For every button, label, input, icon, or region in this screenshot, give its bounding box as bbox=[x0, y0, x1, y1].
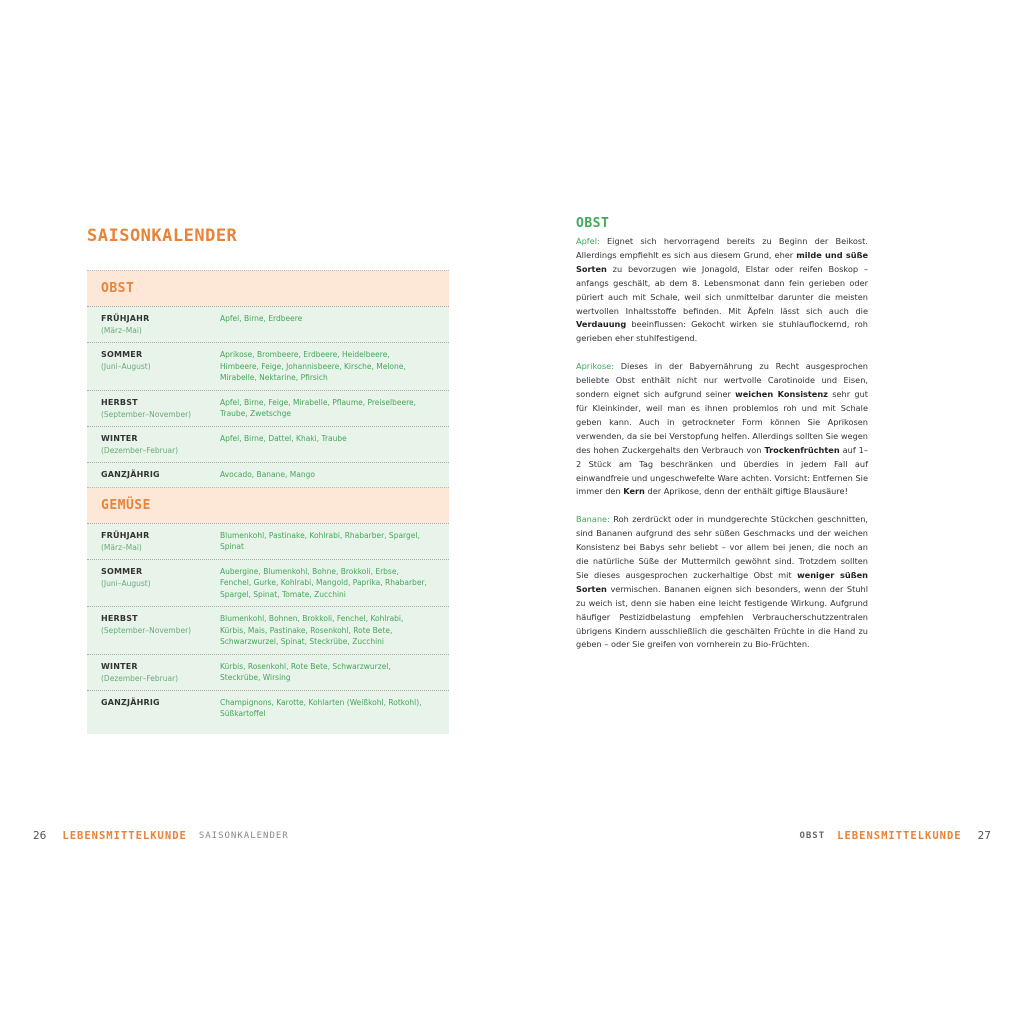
text-run: beeinflussen: Gekocht wirken sie stuhlauflockernd, roh gerieben eher stuhlfestigend. bbox=[576, 319, 868, 344]
bold-term: Kern bbox=[623, 486, 645, 497]
season-range: (Dezember–Februar) bbox=[101, 673, 179, 683]
season-items: Blumenkohl, Pastinake, Kohlrabi, Rhabarber, Spargel, Spinat bbox=[220, 530, 420, 551]
season-cell bbox=[101, 313, 220, 336]
footer-section-left: LEBENSMITTELKUNDE bbox=[62, 830, 187, 842]
text-run: Eignet sich hervorragend bereits zu Beginn der Beikost. Allerdings empfiehlt es sich aus diesem Grund, eher bbox=[576, 236, 868, 260]
calendar-row bbox=[87, 654, 449, 690]
season-cell bbox=[101, 566, 220, 601]
season-items: Champignons, Karotte, Kohlarten (Weißkohl, Rotkohl), Süßkartoffel bbox=[220, 697, 422, 718]
bold-term: milde und süße Sorten bbox=[576, 249, 869, 274]
season-items: Aubergine, Blumenkohl, Bohne, Brokkoli, Erbse, Fenchel, Gurke, Kohlrabi, Mangold, Paprika, Rhabarber, Spargel, Spinat, Tomate, Zucchini bbox=[220, 566, 427, 599]
season-items: Kürbis, Rosenkohl, Rote Bete, Schwarzwurzel, Steckrübe, Wirsing bbox=[220, 661, 391, 682]
right-footer bbox=[799, 830, 991, 842]
season-cell bbox=[101, 530, 220, 553]
season-calendar bbox=[87, 270, 449, 734]
season-name: SOMMER bbox=[101, 350, 143, 359]
obst-heading: OBST bbox=[576, 216, 610, 231]
right-page bbox=[512, 0, 1024, 1024]
season-cell bbox=[101, 613, 220, 648]
fruit-paragraph bbox=[576, 360, 868, 499]
season-items: Aprikose, Brombeere, Erdbeere, Heidelbeere, Himbeere, Feige, Johannisbeere, Kirsche, Melone, Mirabelle, Nektarine, Pfirsich bbox=[220, 350, 406, 382]
season-items: Apfel, Birne, Feige, Mirabelle, Pflaume, Preiselbeere, Traube, Zwetschge bbox=[220, 397, 417, 418]
season-name: WINTER bbox=[101, 661, 138, 671]
calendar-row bbox=[87, 426, 449, 462]
calendar-row bbox=[87, 306, 449, 342]
season-range: (März–Mai) bbox=[101, 542, 142, 552]
calendar-row bbox=[87, 462, 449, 487]
season-cell bbox=[101, 469, 220, 481]
season-items: Blumenkohl, Bohnen, Brokkoli, Fenchel, Kohlrabi, Kürbis, Mais, Pastinake, Rosenkohl, Rote Bete, Schwarzwurzel, Spinat, Steckrübe, Zucchini bbox=[220, 614, 404, 646]
fruit-descriptions bbox=[576, 235, 868, 652]
season-name: GANZJÄHRIG bbox=[101, 469, 160, 479]
text-run: Roh zerdrückt oder in mundgerechte Stückchen geschnitten, sind Bananen aufgrund des sehr süßen Geschmacks und der weichen Konsistenz bei Babys sehr beliebt – vor allem bei jenen, die noch an die natürliche Süße der Muttermilch gewöhnt sind. Trotzdem sollten Sie dieses ausgesprochen zuckerhaltige Obst mit bbox=[576, 514, 868, 580]
season-name: HERBST bbox=[101, 614, 138, 623]
text-run: sehr gut für Kleinkinder, weil man es ihnen problemlos roh und mit Schale geben kann. Auch in getrockneter Form können Sie Aprikosen verwenden, da sie bei Verstopfung helfen. Allerdings sollten Sie wegen des hohen Zuckergehalts den Verbrauch von bbox=[576, 389, 868, 455]
calendar-row bbox=[87, 390, 449, 426]
calendar-row bbox=[87, 606, 449, 654]
text-run: vermischen. Bananen eignen sich besonders, wenn der Stuhl zu weich ist, denn sie haben eine leicht festigende Wirkung. Aufgrund häufiger Pestizidbelastung empfehlen Verbraucherschutzzentralen übrigens Kindern ausschließlich die geschälten Früchte in die Hand zu geben – oder Sie greifen von vornherein zu Bio-Früchten. bbox=[576, 583, 868, 650]
fruit-name: Banane: bbox=[576, 514, 610, 525]
page-number-right: 27 bbox=[977, 830, 991, 842]
text-run: Dieses in der Babyernährung zu Recht ausgesprochen beliebte Obst enthält nicht nur wertvolle Carotinoide und Eisen, sondern eignet sich aufgrund seiner bbox=[576, 361, 868, 400]
calendar-end bbox=[87, 726, 449, 734]
fruit-paragraph bbox=[576, 513, 868, 652]
season-range: (Dezember–Februar) bbox=[101, 445, 179, 455]
bold-term: Trockenfrüchten bbox=[764, 444, 840, 455]
season-name: WINTER bbox=[101, 433, 138, 443]
season-name: FRÜHJAHR bbox=[101, 530, 150, 540]
season-items: Apfel, Birne, Dattel, Khaki, Traube bbox=[220, 433, 347, 443]
footer-section-right: OBST bbox=[799, 831, 826, 841]
bold-term: weichen Konsistenz bbox=[735, 389, 828, 400]
bold-term: Verdauung bbox=[576, 319, 627, 330]
calendar-row bbox=[87, 523, 449, 559]
season-name: GANZJÄHRIG bbox=[101, 697, 160, 707]
season-cell bbox=[101, 433, 220, 456]
bold-term: weniger süßen Sorten bbox=[576, 569, 868, 594]
footer-subsection-left: SAISONKALENDER bbox=[198, 831, 289, 841]
season-cell bbox=[101, 697, 220, 720]
fruit-paragraph bbox=[576, 235, 868, 346]
calendar-row bbox=[87, 342, 449, 390]
left-footer bbox=[33, 830, 289, 842]
season-range: (Juni–August) bbox=[101, 578, 151, 588]
text-run: der Aprikose, denn der enthält giftige Blausäure! bbox=[644, 486, 848, 497]
right-text-column bbox=[576, 216, 868, 666]
season-range: (März–Mai) bbox=[101, 326, 142, 335]
footer-chapter-right: LEBENSMITTELKUNDE bbox=[837, 830, 962, 842]
season-items: Apfel, Birne, Erdbeere bbox=[220, 314, 303, 323]
page-title: SAISONKALENDER bbox=[87, 226, 238, 246]
season-name: FRÜHJAHR bbox=[101, 314, 150, 323]
calendar-row bbox=[87, 559, 449, 607]
season-range: (September–November) bbox=[101, 626, 192, 635]
text-run: zu bevorzugen wie Jonagold, Elstar oder reifen Boskop – anfangs geschält, ab dem 8. Lebensmonat dann fein gerieben oder püriert auch mit Schale, weil sich unmittelbar darunter die meisten wertvollen Inhaltsstoffe befinden. Mit Äpfeln lässt sich auch die bbox=[576, 263, 868, 316]
season-name: SOMMER bbox=[101, 566, 143, 576]
season-cell bbox=[101, 661, 220, 684]
season-items: Avocado, Banane, Mango bbox=[220, 469, 315, 479]
season-cell bbox=[101, 349, 220, 384]
season-range: (September–November) bbox=[101, 409, 192, 419]
fruit-name: Aprikose: bbox=[576, 361, 614, 372]
season-cell bbox=[101, 397, 220, 420]
season-range: (Juni–August) bbox=[101, 362, 151, 371]
text-run: auf 1–2 Stück am Tag beschränken und überdies in jedem Fall auf einwandfreie und ungeschwefelte Ware achten. Vorsicht: Entfernen Sie immer den bbox=[576, 444, 868, 497]
calendar-row bbox=[87, 690, 449, 726]
fruit-name: Apfel: bbox=[576, 236, 600, 246]
section-header: GEMÜSE bbox=[87, 487, 449, 523]
page-number-left: 26 bbox=[33, 830, 47, 842]
section-header: OBST bbox=[87, 270, 449, 306]
season-name: HERBST bbox=[101, 397, 138, 407]
